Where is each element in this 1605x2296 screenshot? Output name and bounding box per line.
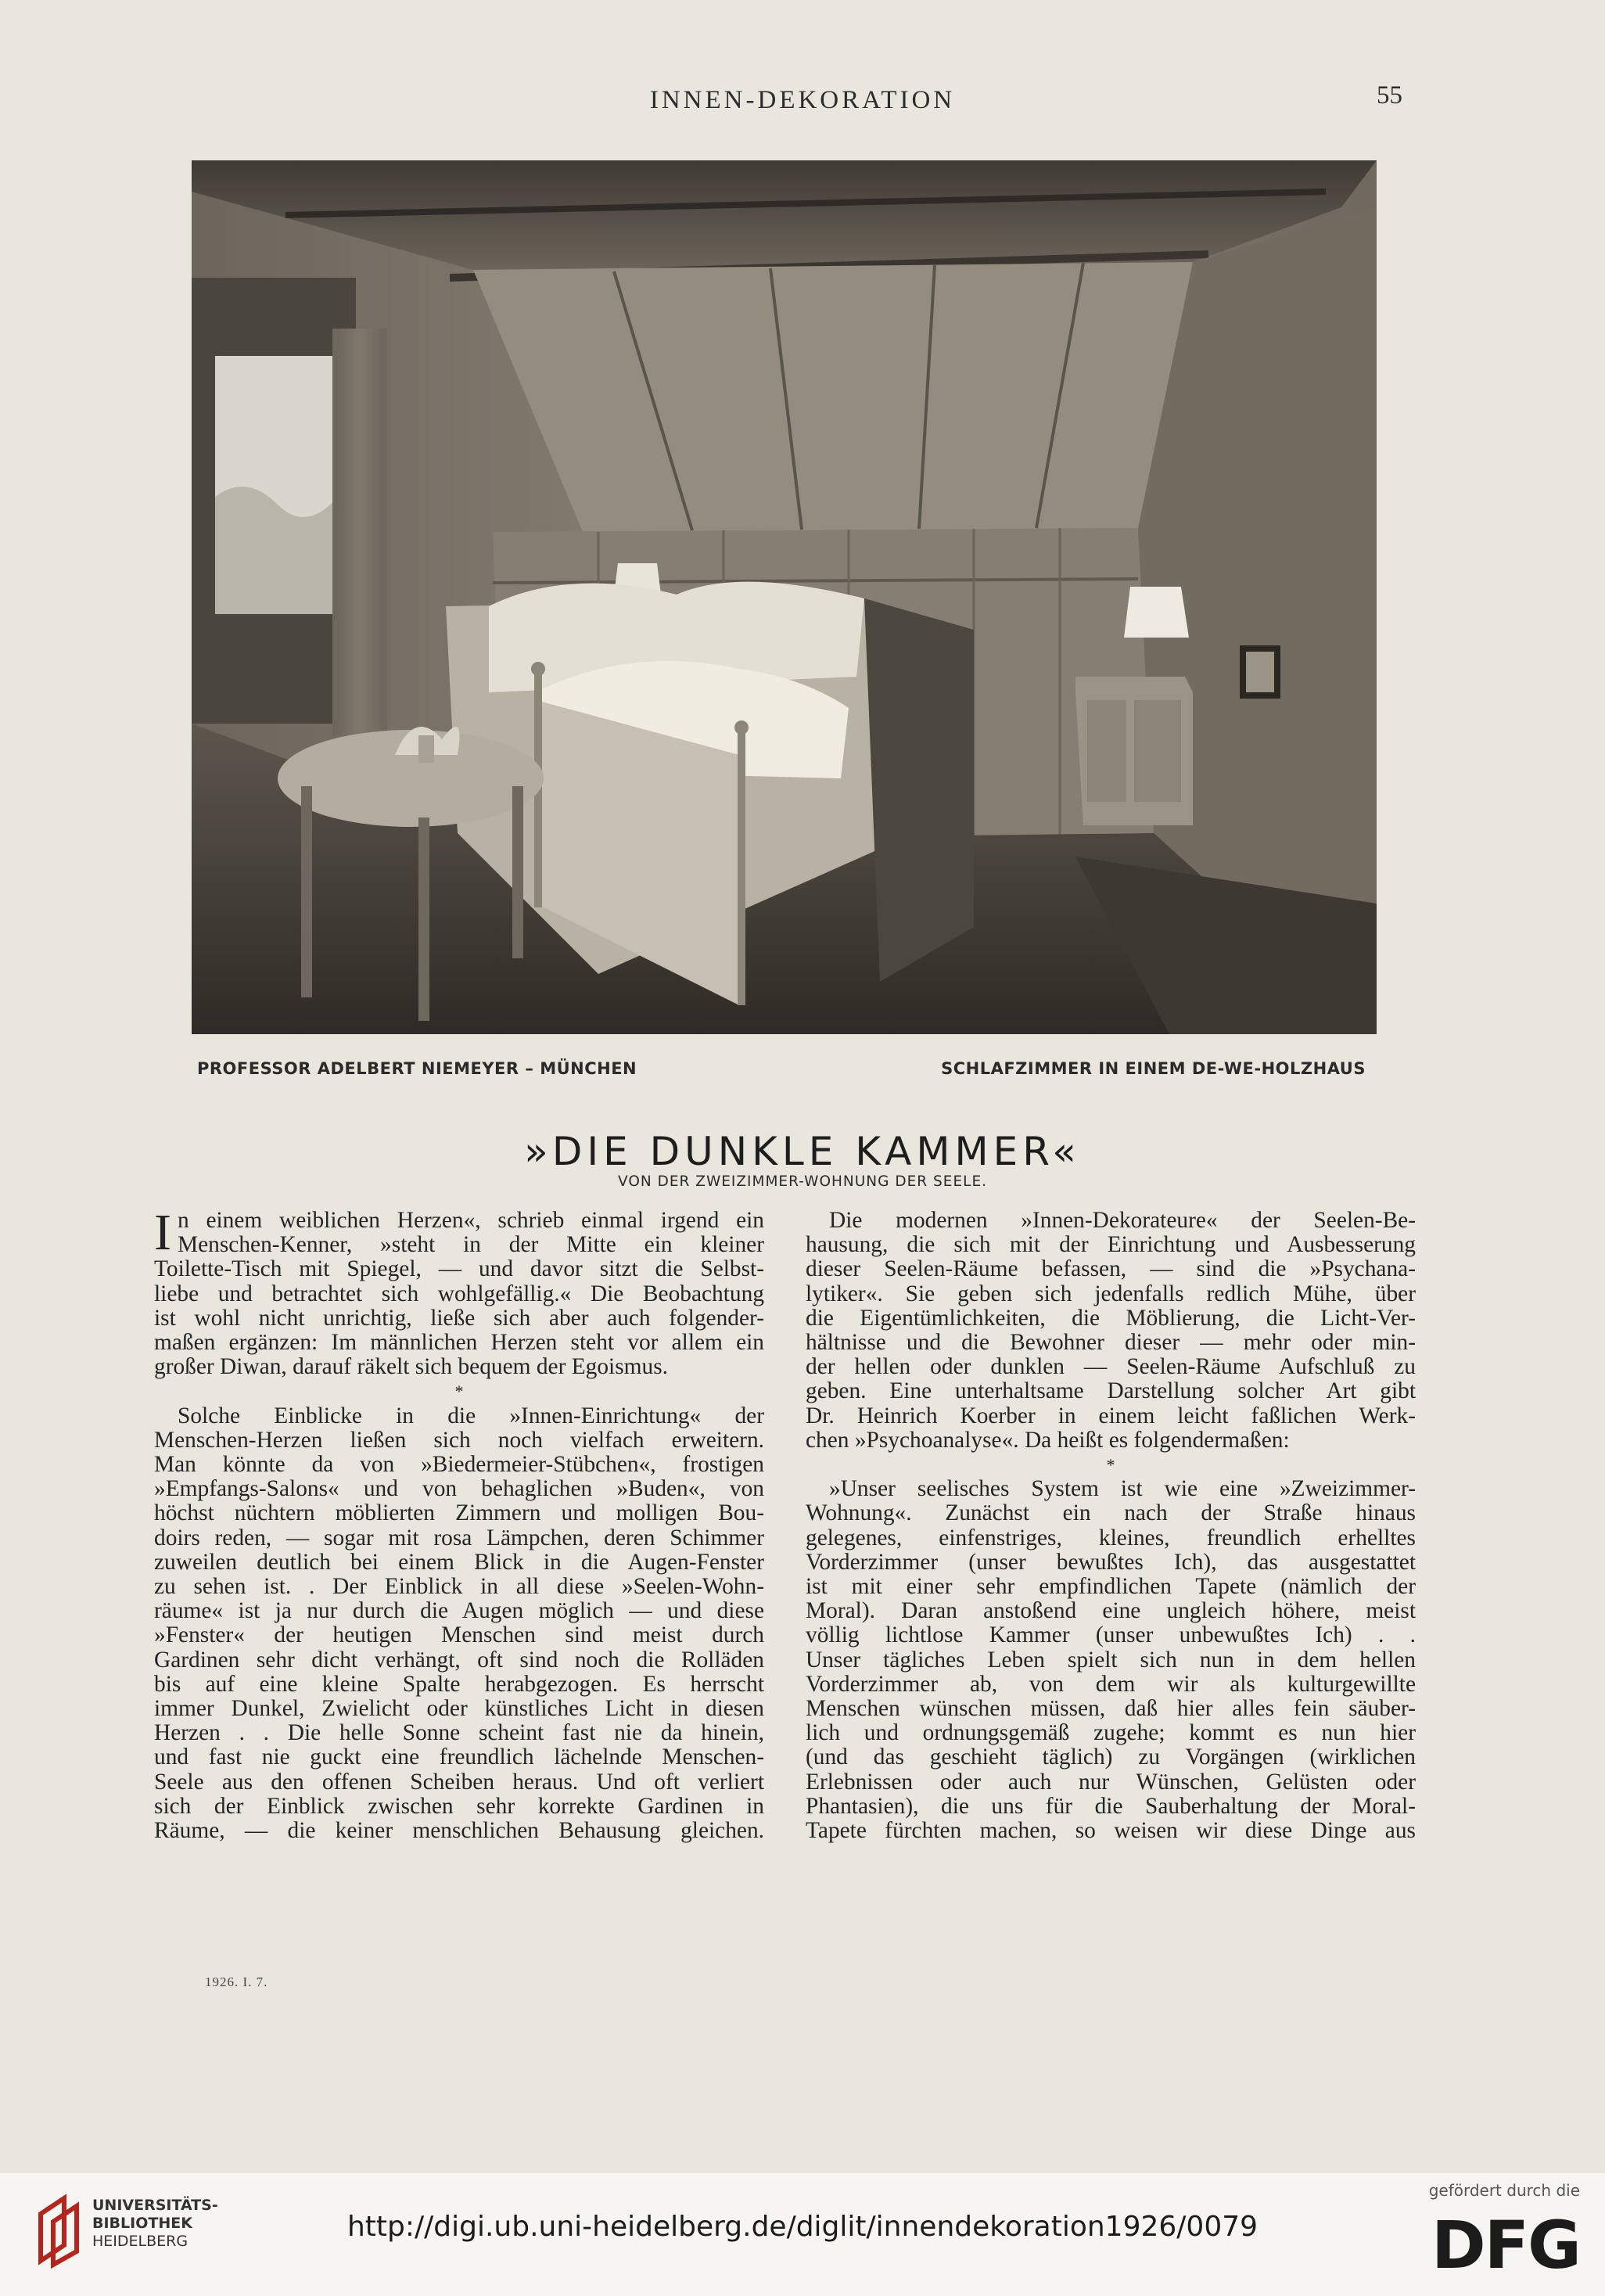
text-line: gelegenes, einfenstriges, kleines, freundlich erhelltes [806,1525,1416,1550]
article-title: »DIE DUNKLE KAMMER« [524,1129,1081,1174]
photo-caption-title: SCHLAFZIMMER IN EINEM DE-WE-HOLZHAUS [941,1059,1366,1078]
permalink-url[interactable]: http://digi.ub.uni-heidelberg.de/diglit/innendekoration1926/0079 [346,2211,1259,2243]
section-divider: * [1106,1455,1115,1475]
text-line: höchst nüchtern möblierten Zimmern und molligen Bou- [154,1500,764,1526]
sponsor-label: gefördert durch die [1428,2181,1580,2200]
text-line: Toilette-Tisch mit Spiegel, — und davor sitzt die Selbst- [154,1256,764,1282]
text-line: Man könnte da von »Biedermeier-Stübchen«, frostigen [154,1452,764,1478]
text-line: lich und ordnungsgemäß zugehe; kommt es nun hier [806,1720,1416,1746]
text-line: Menschen-Herzen ließen sich noch vielfach erweitern. [154,1427,764,1453]
text-line: geben. Eine unterhaltsame Darstellung solcher Art gibt [806,1378,1416,1404]
text-line: »Unser seelisches System ist wie eine »Zweizimmer- [829,1476,1416,1502]
text-line: Menschen-Kenner, »steht in der Mitte ein kleiner [177,1232,764,1258]
text-line: n einem weiblichen Herzen«, schrieb einmal irgend ein [177,1208,764,1233]
text-line: Tapete fürchten machen, so weisen wir diese Dinge aus [806,1818,1416,1844]
text-line: Räume, — die keiner menschlichen Behausung gleichen. [154,1818,764,1844]
text-line: Erlebnissen oder auch nur Wünschen, Gelüsten oder [806,1769,1416,1795]
bedroom-illustration [192,160,1377,1034]
text-line: hausung, die sich mit der Einrichtung und Ausbesserung [806,1232,1416,1258]
text-line: Unser tägliches Leben spielt sich nun in dem hellen [806,1647,1416,1673]
article-subtitle: VON DER ZWEIZIMMER-WOHNUNG DER SEELE. [617,1173,988,1190]
text-line: liebe und betrachtet sich wohlgefällig.« Die Beobachtung [154,1281,764,1306]
text-line: Seele aus den offenen Scheiben heraus. Und oft verliert [154,1769,764,1795]
text-line: und fast nie guckt eine freundlich lächelnde Menschen- [154,1744,764,1770]
text-line: Moral). Daran anstoßend eine ungleich höhere, meist [806,1598,1416,1624]
section-divider: * [454,1382,464,1402]
text-column-left [154,1204,764,1844]
text-line: dieser Seelen-Räume befassen, — sind die »Psychana- [806,1256,1416,1282]
text-line: zuweilen deutlich bei einem Blick in die Augen-Fenster [154,1549,764,1575]
text-line: doirs reden, — sogar mit rosa Lämpchen, deren Schimmer [154,1525,764,1550]
text-line: bis auf eine kleine Spalte herabgezogen. Es herrscht [154,1671,764,1697]
text-line: der hellen oder dunklen — Seelen-Räume Aufschluß zu [806,1354,1416,1380]
text-line: Phantasien), die uns für die Sauberhaltung der Moral- [806,1793,1416,1819]
text-line: Gardinen sehr dicht verhängt, oft sind noch die Rolläden [154,1647,764,1673]
text-line: hältnisse und die Bewohner dieser — mehr oder min- [806,1330,1416,1356]
text-line: Vorderzimmer (unser bewußtes Ich), das ausgestattet [806,1549,1416,1575]
text-line: Menschen wünschen müssen, daß hier alles fein säuber- [806,1696,1416,1722]
text-line: sich der Einblick zwischen sehr korrekte Gardinen in [154,1793,764,1819]
text-line: räume« ist ja nur durch die Augen möglich — und diese [154,1598,764,1624]
university-library-name: UNIVERSITÄTS- BIBLIOTHEK HEIDELBERG [92,2197,218,2250]
text-line: chen »Psychoanalyse«. Da heißt es folgendermaßen: [806,1427,1290,1453]
text-line: lytiker«. Sie geben sich jedenfalls redlich Mühe, über [806,1281,1416,1306]
text-line: Vorderzimmer ab, von dem wir als kulturgewillte [806,1671,1416,1697]
text-column-right [806,1209,1416,1843]
text-line: zu sehen ist. . Der Einblick in all diese »Seelen-Wohn- [154,1574,764,1600]
text-line: völlig lichtlose Kammer (unser unbewußtes Ich) . . [806,1622,1416,1648]
text-line: Die modernen »Innen-Dekorateure« der Seelen-Be- [829,1208,1416,1233]
photo-caption-designer: PROFESSOR ADELBERT NIEMEYER – MÜNCHEN [197,1059,637,1078]
text-line: großer Diwan, darauf räkelt sich bequem der Egoismus. [154,1354,668,1380]
text-line: die Eigentümlichkeiten, die Möblierung, die Licht-Ver- [806,1305,1416,1331]
text-line: immer Dunkel, Zwielicht oder künstliches Licht in diesen [154,1696,764,1722]
running-header: INNEN-DEKORATION [649,86,956,114]
text-line: Herzen . . Die helle Sonne scheint fast nie da hinein, [154,1720,764,1746]
text-line: Dr. Heinrich Koerber in einem leicht faßlichen Werk- [806,1403,1416,1428]
bedroom-photograph [192,160,1377,1034]
text-line: »Fenster« der heutigen Menschen sind meist durch [154,1622,764,1648]
text-line: Wohnung«. Zunächst ein nach der Straße hinaus [806,1500,1416,1526]
dfg-logo: DFG [1431,2207,1580,2283]
text-line: ist mit einer sehr empfindlichen Tapete (nämlich der [806,1574,1416,1600]
drop-cap: I [154,1204,171,1261]
text-line: Solche Einblicke in die »Innen-Einrichtung« der [178,1403,764,1428]
text-line: (und das geschieht täglich) zu Vorgängen (wirklichen [806,1744,1416,1770]
text-line: maßen ergänzen: Im männlichen Herzen steht vor allem ein [154,1330,764,1356]
text-line: »Empfangs-Salons« und von behaglichen »Buden«, von [154,1476,764,1502]
text-line: ist wohl nicht unrichtig, ließe sich aber auch folgender- [154,1305,764,1331]
issue-date-footnote: 1926. I. 7. [205,1974,268,1989]
page-number: 55 [1377,81,1402,110]
